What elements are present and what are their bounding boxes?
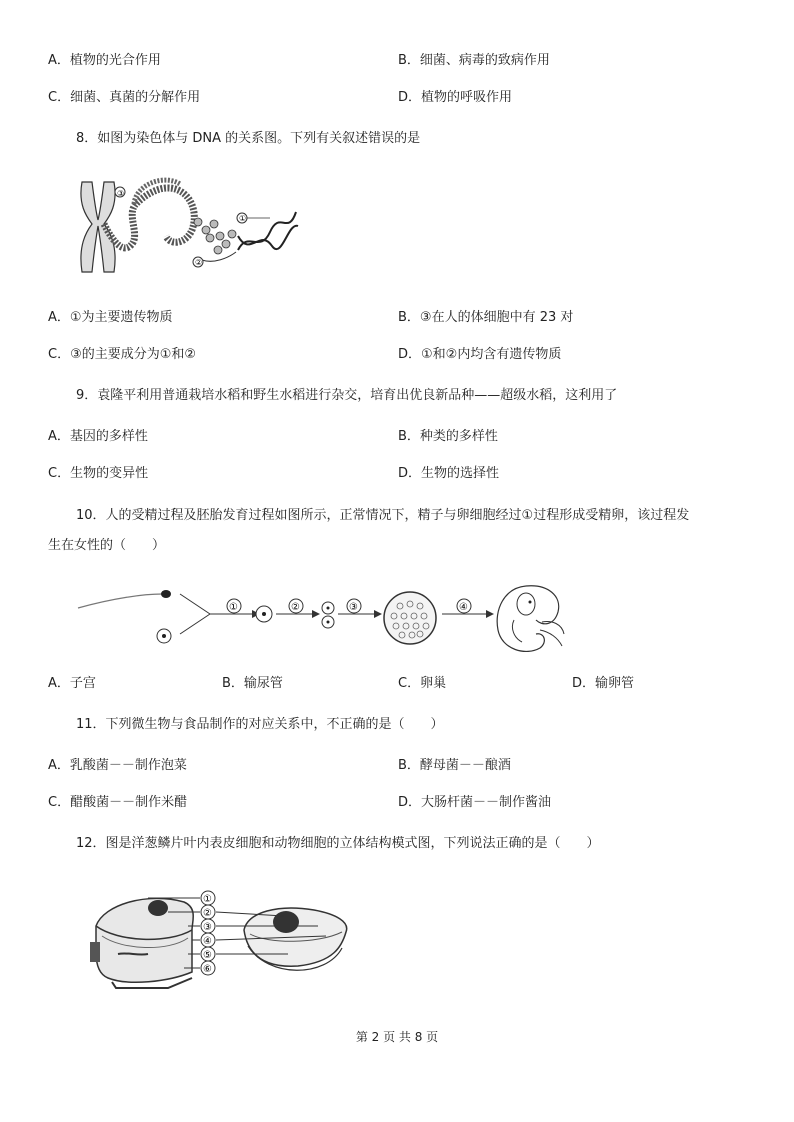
- q10-option-a: A．子宫: [48, 676, 96, 691]
- q10-step-1: ①: [229, 602, 238, 613]
- q8-option-d: D．①和②内均含有遗传物质: [398, 347, 562, 362]
- q9-option-c: C．生物的变异性: [48, 466, 149, 481]
- q10-step-4: ④: [459, 602, 468, 613]
- q8-label-3: ③: [117, 189, 125, 198]
- chromosome-dna-figure: [74, 174, 304, 280]
- q8-option-a: A．①为主要遗传物质: [48, 310, 173, 325]
- q8-stem: 8．如图为染色体与 DNA 的关系图。下列有关叙述错误的是: [76, 131, 421, 146]
- q9-option-b: B．种类的多样性: [398, 429, 498, 444]
- q11-option-b: B．酵母菌－－酿酒: [398, 758, 511, 773]
- q10-option-d: D．输卵管: [572, 676, 635, 691]
- q10-step-3: ③: [349, 602, 358, 613]
- q9-stem: 9．袁隆平利用普通栽培水稻和野生水稻进行杂交，培育出优良新品种——超级水稻，这利用了: [76, 388, 618, 403]
- q11-stem: 11．下列微生物与食品制作的对应关系中，不正确的是（ ）: [76, 717, 444, 732]
- q7-option-a: A．植物的光合作用: [48, 53, 161, 68]
- q12-label-5: ⑤: [203, 950, 212, 961]
- q7-option-b: B．细菌、病毒的致病作用: [398, 53, 550, 68]
- q12-label-1: ①: [203, 894, 212, 905]
- page-footer: 第 2 页 共 8 页: [355, 1030, 439, 1044]
- q11-option-c: C．醋酸菌－－制作米醋: [48, 795, 188, 810]
- q8-option-c: C．③的主要成分为①和②: [48, 347, 197, 362]
- q10-step-2: ②: [291, 602, 300, 613]
- q12-label-3: ③: [203, 922, 212, 933]
- q7-option-c: C．细菌、真菌的分解作用: [48, 90, 201, 105]
- q9-option-d: D．生物的选择性: [398, 466, 500, 481]
- q11-option-a: A．乳酸菌－－制作泡菜: [48, 758, 187, 773]
- q9-option-a: A．基因的多样性: [48, 429, 148, 444]
- q11-option-d: D．大肠杆菌－－制作酱油: [398, 795, 552, 810]
- q12-label-6: ⑥: [203, 964, 212, 975]
- q10-stem-line1: 10．人的受精过程及胚胎发育过程如图所示，正常情况下，精子与卵细胞经过①过程形成受精卵，该过程发: [76, 508, 690, 523]
- q12-label-2: ②: [203, 908, 212, 919]
- q10-option-b: B．输尿管: [222, 676, 283, 691]
- q12-stem: 12．图是洋葱鳞片叶内表皮细胞和动物细胞的立体结构模式图，下列说法正确的是（ ）: [76, 836, 600, 851]
- q10-stem-line2: 生在女性的（ ）: [48, 538, 166, 553]
- q8-option-b: B．③在人的体细胞中有 23 对: [398, 310, 574, 325]
- cell-structure-figure: [88, 882, 356, 992]
- fertilization-figure: [74, 576, 574, 660]
- q12-label-4: ④: [203, 936, 212, 947]
- q8-label-2: ②: [195, 258, 203, 267]
- q7-option-d: D．植物的呼吸作用: [398, 90, 513, 105]
- q8-label-1: ①: [239, 214, 247, 223]
- q10-option-c: C．卵巢: [398, 676, 447, 691]
